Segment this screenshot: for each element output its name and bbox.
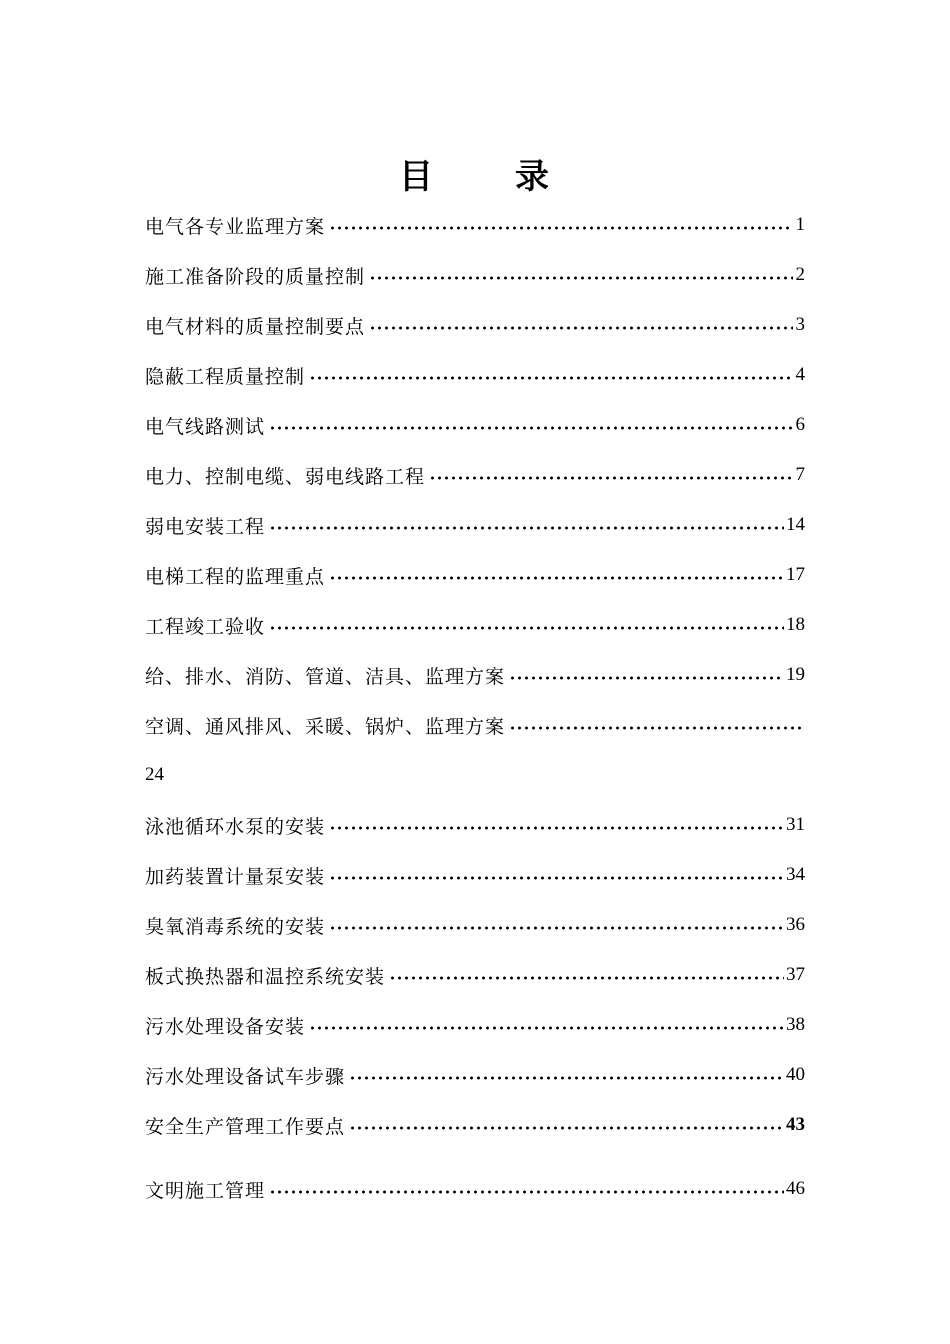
toc-entry-page: 24 [145,764,164,785]
toc-entry-page: 40 [786,1064,805,1085]
toc-entry [145,1000,805,1050]
toc-entry-label: 电气各专业监理方案 [145,215,326,238]
toc-entry-page-wrapped [145,750,805,800]
toc-entry [145,950,805,1000]
toc-entry-page: 4 [795,364,805,385]
toc-entry-label: 泳池循环水泵的安装 [145,815,326,838]
toc-entry-label: 污水处理设备安装 [145,1015,306,1038]
toc-entry-page: 38 [786,1014,805,1035]
toc-entry-label: 污水处理设备试车步骤 [145,1065,346,1088]
toc-entry-page: 34 [786,864,805,885]
toc-entry-label: 电气材料的质量控制要点 [145,315,366,338]
toc-entry-label: 弱电安装工程 [145,515,266,538]
toc-entry-label: 空调、通风排风、采暖、锅炉、监理方案 [145,715,506,738]
toc-entry-page: 19 [786,664,805,685]
dot-leader [269,618,784,638]
dot-leader [329,918,784,938]
toc-entry-label: 文明施工管理 [145,1179,266,1202]
dot-leader [349,1118,784,1138]
toc-entry-page: 6 [795,414,805,435]
toc-entry [145,600,805,650]
toc-entry [145,1100,805,1150]
dot-leader [329,568,784,588]
toc-entry [145,850,805,900]
title-char: 目 [399,157,435,197]
toc-entry [145,900,805,950]
toc-entry [145,400,805,450]
toc-entry [145,300,805,350]
dot-leader [509,718,805,738]
toc-entry-page: 17 [786,564,805,585]
table-of-contents [145,200,805,1214]
toc-entry-page: 14 [786,514,805,535]
toc-entry-label: 臭氧消毒系统的安装 [145,915,326,938]
toc-entry-page: 2 [795,264,805,285]
toc-entry-page: 43 [786,1114,805,1135]
toc-entry-page: 1 [795,214,805,235]
dot-leader [309,1018,784,1038]
toc-entry-label: 施工准备阶段的质量控制 [145,265,366,288]
toc-entry [145,500,805,550]
dot-leader [429,468,793,488]
dot-leader [269,1182,784,1202]
dot-leader [269,518,784,538]
toc-entry-page: 31 [786,814,805,835]
dot-leader [389,968,784,988]
toc-entry-label: 工程竣工验收 [145,615,266,638]
toc-entry [145,550,805,600]
toc-entry [145,350,805,400]
toc-entry [145,800,805,850]
dot-leader [349,1068,784,1088]
dot-leader [329,818,784,838]
toc-entry [145,250,805,300]
dot-leader [329,868,784,888]
toc-entry [145,450,805,500]
toc-entry-page: 18 [786,614,805,635]
title-char: 录 [515,157,551,197]
toc-entry [145,200,805,250]
toc-entry-label: 板式换热器和温控系统安装 [145,965,386,988]
toc-entry-label: 电力、控制电缆、弱电线路工程 [145,465,426,488]
dot-leader [269,418,793,438]
toc-entry [145,700,805,750]
toc-entry-page: 37 [786,964,805,985]
toc-entry-label: 电气线路测试 [145,415,266,438]
toc-entry-page: 3 [795,314,805,335]
toc-entry-label: 电梯工程的监理重点 [145,565,326,588]
dot-leader [329,218,793,238]
toc-entry-label: 安全生产管理工作要点 [145,1115,346,1138]
toc-entry-label: 给、排水、消防、管道、洁具、监理方案 [145,665,506,688]
dot-leader [369,318,793,338]
toc-entry-page: 36 [786,914,805,935]
toc-entry [145,1050,805,1100]
toc-entry-page: 7 [795,464,805,485]
toc-entry-label: 加药装置计量泵安装 [145,865,326,888]
toc-entry [145,1164,805,1214]
toc-entry [145,650,805,700]
page-title [0,152,950,202]
toc-entry-label: 隐蔽工程质量控制 [145,365,306,388]
dot-leader [369,268,793,288]
toc-entry-page: 46 [786,1178,805,1199]
dot-leader [509,668,784,688]
dot-leader [309,368,793,388]
